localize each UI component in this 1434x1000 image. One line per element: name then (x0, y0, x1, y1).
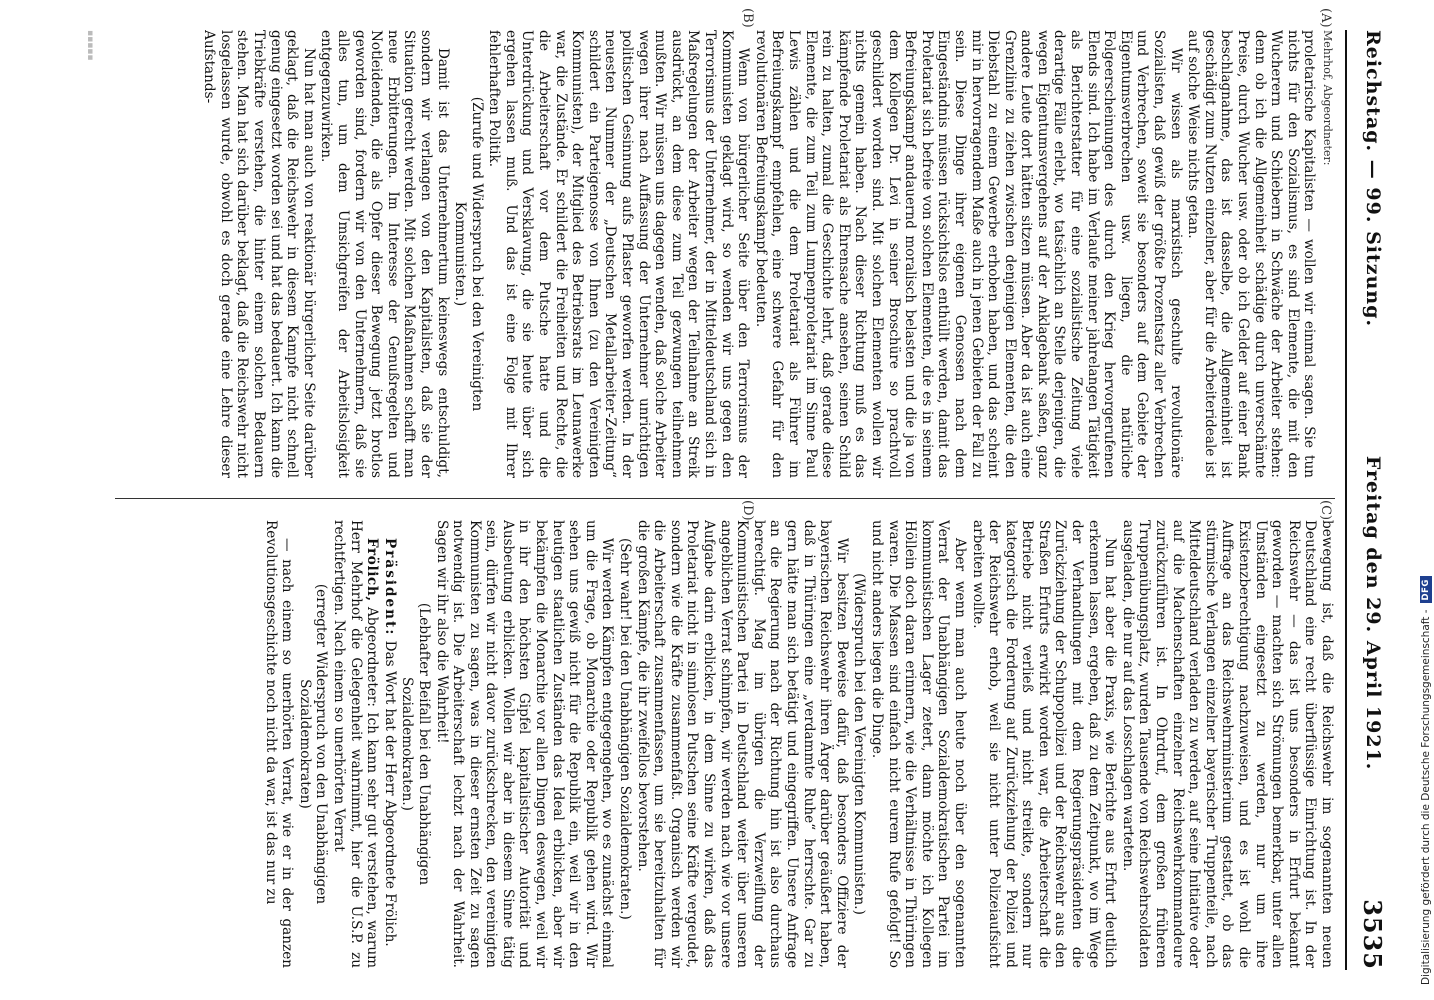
paragraph: — nach einem so unerhörten Verrat, wie er in der ganzen Revolutionsgeschichte noch nicht da war, ist das nur zu (262, 520, 296, 968)
froelich-text: Abgeordneter: Ich kann sehr gut verstehen, warum Herr Mehrhof die Gelegenheit wahrnimmt, hier die U.S.P. zu rechtfertigen. Nach einem so unerhörten Verrat (330, 520, 381, 968)
column-divider (115, 498, 1335, 499)
header-rule (1345, 30, 1347, 970)
interjection: (Lebhafter Beifall bei den Unabhängigen Sozialdemokraten.) (399, 602, 432, 886)
page-header (1351, 30, 1395, 970)
digitization-credit (1419, 5, 1433, 985)
president-text: Das Wort hat der Herr Abgeordnete Frölich. (381, 640, 398, 947)
president-label: Präsident: (381, 538, 398, 637)
paragraph: Damit ist das Unternehmertum keineswegs entschuldigt, sondern wir verlangen von den Kapitalisten, daß sie der Situation gerecht werden. Mit solchen Maßnahmen schafft man neue Erbitterungen. Im Interesse der Genußregelten und Notleidenden, die als Opfer dieser Bewegung jetzt brotlos geworden sind, fordern wir von den Unternehmern, daß sie alles tun, um dem Umsichgreifen der Arbeitslosigkeit entgegenzuwirken. (318, 30, 451, 478)
interjection: (Widerspruch bei den Vereinigten Kommunisten.) (851, 573, 868, 915)
paragraph: Nun hat aber die Praxis, wie Berichte aus Erfurt deutlich erkennen lassen, ergeben, daß zu dem Zeitpunkt, wo im Wege der Verhandlungen mit dem Regierungspräsidenten die Zurückziehung der Schupopolizei und der Reichswehr aus den Straßen Erfurts erwirkt worden war, die Arbeiterschaft die Betriebe nicht verließ und nicht streikte, sondern nur kategorisch die Forderung auf Zurückziehung der Polizei und der Reichswehr erhob, weil sie nicht unter Polizeiaufsicht arbeiten wollte. (969, 520, 1119, 968)
speaker-tag: Mehrhof, Abgeordneter: (1321, 30, 1334, 166)
margin-marker-d: (D) (740, 500, 755, 521)
newspaper-page (65, 8, 1395, 970)
margin-marker-a: (A) (1318, 8, 1333, 28)
paragraph: Wir werden Kämpfen entgegengehen, wo es zunächst einmal um die Frage, ob Monarchie oder Republik gehen wird. Wir sehen uns gewiß nicht für die Republik ein, weil wir in den heutigen staatlichen Zuständen das Ideal erblicken, aber wir bekämpfen die Monarchie vor allen Dingen deswegen, weil wir in ihr den höchsten Gipfel kapitalistischer Autorität und Ausbeutung erblicken. Wollen wir aber in diesem Sinne tätig sein, dürfen wir nicht davor zurückschrecken, den vereinigten Kommunisten zu sagen, was in dieser ernsten Zeit zu sagen notwendig ist. Die Arbeiterschaft lechzt nach der Wahrheit. Sagen wir ihr also die Wahrheit! (433, 520, 616, 968)
president-paragraph (381, 520, 398, 968)
left-column (65, 30, 1335, 478)
margin-marker-b: (B) (740, 8, 755, 28)
interjection: (Sehr wahr! bei den Unabhängigen Sozialdemokraten.) (617, 538, 634, 920)
header-session: Reichstag. — 99. Sitzung. (1362, 30, 1384, 328)
interjection: (erregter Widerspruch von den Unabhängigen Sozialdemokraten) (296, 583, 330, 905)
paragraph: Wir wissen als marxistisch geschulte revolutionäre Sozialisten, daß gewiß der größte Prozentsatz aller Verbrechen und Verbrechen, soweit sie besonders auf dem Gebiete der Eigentumsverbrechen usw. liegen, die natürliche Folgeerscheinungen des durch den Krieg hervorgerufenen Elends sind. Ich habe im Verlaufe meiner jahrelangen Tätigkeit als Berichterstatter für eine sozialistische Zeitung viele derartige Fälle erlebt, wo tatsächlich an Stelle derjenigen, die wegen Eigentumsvergehens auf der Anklagebank saßen, ganz andere Leute dort hätten sitzen müssen. Aber da ist auch eine Grenzlinie zu ziehen zwischen denjenigen Elementen, die den Diebstahl zu einem Gewerbe erhoben haben, und das scheint mir in hervorragendem Maße auch in jenen Gebieten der Fall zu sein. Diese Dinge ihrer eigenen Genossen nach dem Eingeständnis müssen rücksichtslos enthüllt werden, damit das Proletariat sich befreie von solchen Elementen, die es in seinem Befreiungskampf andauernd moralisch belasten und die ja von dem Kollegen Dr. Levi in seiner Broschüre so prachtvoll geschildert worden sind. Mit solchen Elementen wollen wir nichts gemein haben. Nach dieser Richtung muß es das kämpfende Proletariat als Ehrensache ansehen, seinen Schild rein zu halten, zumal die Geschichte lehrt, daß gerade diese Elemente, die zum Teil zum Lumpenproletariat im Sinne Paul Lewis zählen und die dem Proletariat als Führer im Befreiungskampf empfehlen, eine schwere Gefahr für den revolutionären Befreiungskampf bedeuten. (752, 30, 1184, 478)
paragraph: Wir besitzen Beweise dafür, daß besonders Offiziere der bayerischen Reichswehr ihren Ärger darüber geäußert haben, daß in Thüringen eine „verdammte Ruhe“ herrschte. Gar zu gern hätte man sich betätigt und eingegriffen. Unsere Anfrage an die Regierung nach der Richtung hin ist also durchaus berechtigt. Mag im übrigen die Verzweiflung der Kommunistischen Partei in Deutschland weiter über unseren angeblichen Verrat schimpfen, wir werden nach wie vor unsere Aufgabe darin erblicken, in dem Sinne zu wirken, daß das Proletariat nicht in sinnlosen Putschen seine Kräfte vergeudet, sondern wie die Kräfte zusammenfaßt. Organisch werden wir die Arbeiterschaft zusammenfassen, um sie bereitzuhalten für die großen Kämpfe, die ihr zweifellos bevorstehen. (634, 520, 850, 968)
froelich-label: Frölich, (364, 538, 381, 602)
scan-smudge: ▪▪▪▪▪ (85, 30, 95, 61)
dfg-logo: DFG (1420, 576, 1432, 603)
interjection: (Zurufe und Widerspruch bei den Vereinigten Kommunisten.) (452, 96, 485, 412)
paragraph: proletarische Kapitalisten — wollen wir einmal sagen. Sie tun nichts für den Sozialismus, es sind Elemente, die mit den Wucherern und Schiebern in Schwäche der Arbeiter stehen: denn ob ich die Allgemeinheit schädige durch unverschämte Preise, durch Wucher usw. oder ob ich Gelder auf einer Bank beschlagnahme, das ist dasselbe, die Allgemeinheit ist geschädigt zum Nutzen einzelner, aber für die Arbeiterideale ist auf solche Weise nichts getan. (1185, 30, 1318, 478)
froelich-paragraph (330, 520, 380, 968)
paragraph: Wenn von bürgerlicher Seite über den Terrorismus der Kommunisten geklagt wird, so wenden wir uns gegen den Terrorismus der Unternehmer, der in Mitteldeutschland sich in Maßregelungen der Arbeiter wegen der Teilnahme an Streik ausdrückt, an dem diese zum Teil gezwungen teilnehmen mußten. Wir müssen uns dagegen wenden, daß solche Arbeiter wegen ihrer nach Auffassung der Unternehmer unrichtigen politischen Gesinnung aufs Pflaster geworfen werden. In der neuesten Nummer der „Deutschen Metallarbeiter-Zeitung“ schildert ein Parteigenosse von Ihnen (zu den Vereinigten Kommunisten), der Mitglied des Betriebsrats im Leunawerke war, die Zustände. Er schildert die Freiheiten und Rechte, die die Arbeiterschaft vor dem Putsche hatte und die Unterdrückung und Versklavung, die sie heute über sich ergehen lassen muß. Und das ist eine Folge mit Ihrer fehlerhaften Politik. (486, 30, 752, 478)
header-date: Freitag den 29. April 1921. (1362, 455, 1384, 771)
paragraph: Aber wenn man auch heute noch über den sogenannten Verrat der Unabhängigen Sozialdemokratischen Partei im kommunistischen Lager zetert, dann möchte ich Kollegen Höllein doch daran erinnern, wie die Verhältnisse in Thüringen waren. Die Massen sind einfach nicht eurem Rufe gefolgt! So und nicht anders liegen die Dinge. (868, 520, 968, 968)
paragraph: Nun hat man auch von reaktionär bürgerlicher Seite darüber geklagt, daß die Reichswehr in diesem Kampfe nicht schnell genug eingesetzt worden sei und hat das bedauert. Ich kann die Triebkräfte verstehen, die hinter einem solchen Bedauern stehen. Man hat sich darüber beklagt, daß die Reichswehr nicht losgelassen wurde, obwohl es doch gerade eine Lehre dieser Aufstands- (201, 30, 317, 478)
credit-text: Digitalisierung gefördert durch die Deutsche Forschungsgemeinschaft - (1420, 609, 1432, 985)
margin-marker-c: (C) (1318, 500, 1333, 521)
right-column (65, 520, 1335, 968)
paragraph: bewegung ist, daß die Reichswehr im sogenannten neuen Deutschland eine recht überflüssige Einrichtung ist. In der Reichswehr — das ist uns besonders in Erfurt bekannt geworden — machten sich Strömungen bemerkbar, unter allen Umständen eingesetzt zu werden, nur um ihre Existenzberechtigung nachzuweisen, und es ist wohl die Auffrage an das Reichswehrministerium gestattet, ob das stürmische Verlangen einzelner bayerischer Truppenteile, nach Mitteldeutschland verladen zu werden, auf seine Initiative oder auf die Machenschaften einzelner Reichswehrkommandeure zurückzuführen ist. In Ohrdruf, dem großen früheren Truppenübungsplatz, wurden Tausende von Reichswehrsoldaten ausgeladen, die nur auf das Losschlagen warteten. (1119, 520, 1335, 968)
header-page-number: 3535 (1358, 899, 1388, 970)
